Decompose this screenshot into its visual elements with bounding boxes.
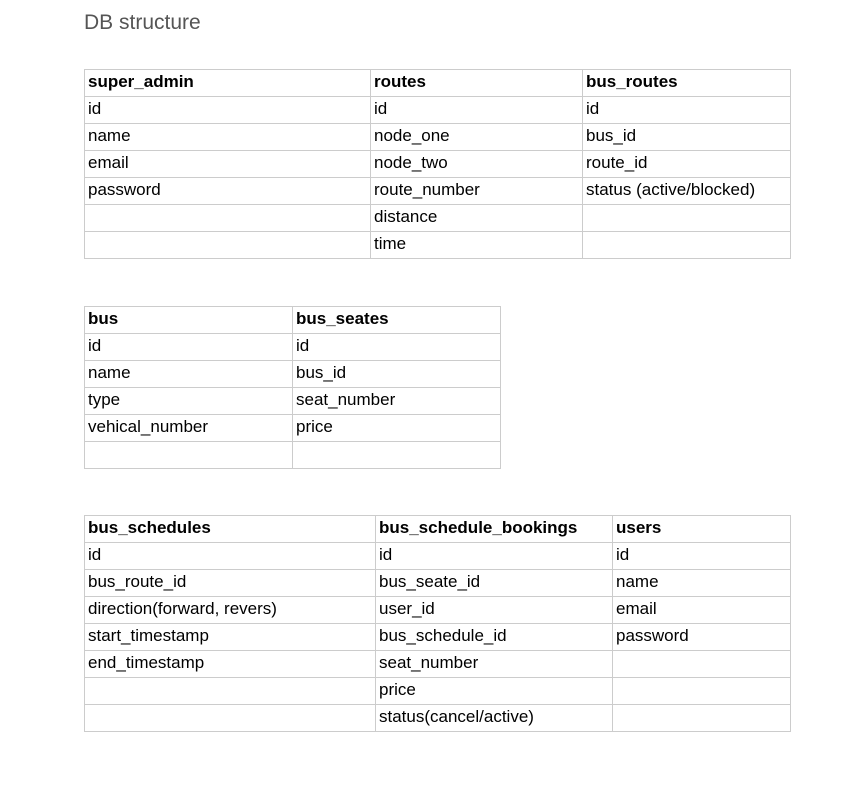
table-cell xyxy=(85,705,376,732)
table-cell: end_timestamp xyxy=(85,651,376,678)
table-cell: vehical_number xyxy=(85,415,293,442)
table-cell xyxy=(613,651,791,678)
table-cell: id xyxy=(85,97,371,124)
table-header-row xyxy=(85,307,501,334)
table-cell: status(cancel/active) xyxy=(376,705,613,732)
table-row xyxy=(85,124,791,151)
table-cell: id xyxy=(85,334,293,361)
table-cell: password xyxy=(613,624,791,651)
table-row xyxy=(85,97,791,124)
table-cell: start_timestamp xyxy=(85,624,376,651)
table-row xyxy=(85,361,501,388)
table-cell xyxy=(85,232,371,259)
table-cell: seat_number xyxy=(376,651,613,678)
table-header-cell: super_admin xyxy=(85,70,371,97)
table-cell xyxy=(85,442,293,469)
table-cell: node_one xyxy=(371,124,583,151)
table-row xyxy=(85,570,791,597)
table-row xyxy=(85,151,791,178)
table-cell: user_id xyxy=(376,597,613,624)
table-cell xyxy=(583,205,791,232)
table-header-cell: bus xyxy=(85,307,293,334)
table-cell: time xyxy=(371,232,583,259)
table-cell xyxy=(293,442,501,469)
table-cell: email xyxy=(85,151,371,178)
table-cell xyxy=(583,232,791,259)
table-row xyxy=(85,442,501,469)
table-header-cell: bus_schedules xyxy=(85,516,376,543)
table-cell: price xyxy=(293,415,501,442)
table-bus-schedules-bookings-users xyxy=(84,515,791,732)
table-cell: seat_number xyxy=(293,388,501,415)
table-cell: bus_schedule_id xyxy=(376,624,613,651)
table-cell: bus_seate_id xyxy=(376,570,613,597)
table-cell: email xyxy=(613,597,791,624)
table-cell: type xyxy=(85,388,293,415)
table-cell: price xyxy=(376,678,613,705)
table-row xyxy=(85,232,791,259)
table-header-row xyxy=(85,516,791,543)
table-header-cell: users xyxy=(613,516,791,543)
table-header-cell: bus_seates xyxy=(293,307,501,334)
table-cell: name xyxy=(85,361,293,388)
table-cell: id xyxy=(613,543,791,570)
table-cell: node_two xyxy=(371,151,583,178)
page-title: DB structure xyxy=(84,11,201,34)
table-cell xyxy=(85,678,376,705)
table-cell: id xyxy=(293,334,501,361)
table-cell: distance xyxy=(371,205,583,232)
table-super-admin-routes-bus-routes xyxy=(84,69,791,259)
table-header-row xyxy=(85,70,791,97)
table-row xyxy=(85,178,791,205)
table-cell: bus_id xyxy=(293,361,501,388)
table-cell: name xyxy=(613,570,791,597)
table-header-cell: bus_routes xyxy=(583,70,791,97)
table-cell xyxy=(613,678,791,705)
table-cell: direction(forward, revers) xyxy=(85,597,376,624)
table-cell: id xyxy=(371,97,583,124)
table-bus-bus-seates xyxy=(84,306,501,469)
table-cell: bus_route_id xyxy=(85,570,376,597)
table-row xyxy=(85,705,791,732)
table-row xyxy=(85,651,791,678)
table-cell: status (active/blocked) xyxy=(583,178,791,205)
table-cell: route_id xyxy=(583,151,791,178)
table-cell: route_number xyxy=(371,178,583,205)
table-cell xyxy=(613,705,791,732)
table-cell: id xyxy=(583,97,791,124)
table-row xyxy=(85,543,791,570)
table-cell: id xyxy=(376,543,613,570)
table-row xyxy=(85,624,791,651)
table-header-cell: routes xyxy=(371,70,583,97)
table-row xyxy=(85,415,501,442)
table-cell: name xyxy=(85,124,371,151)
table-cell: password xyxy=(85,178,371,205)
table-row xyxy=(85,597,791,624)
table-header-cell: bus_schedule_bookings xyxy=(376,516,613,543)
table-row xyxy=(85,678,791,705)
table-row xyxy=(85,205,791,232)
table-cell xyxy=(85,205,371,232)
table-row xyxy=(85,388,501,415)
table-row xyxy=(85,334,501,361)
table-cell: bus_id xyxy=(583,124,791,151)
table-cell: id xyxy=(85,543,376,570)
